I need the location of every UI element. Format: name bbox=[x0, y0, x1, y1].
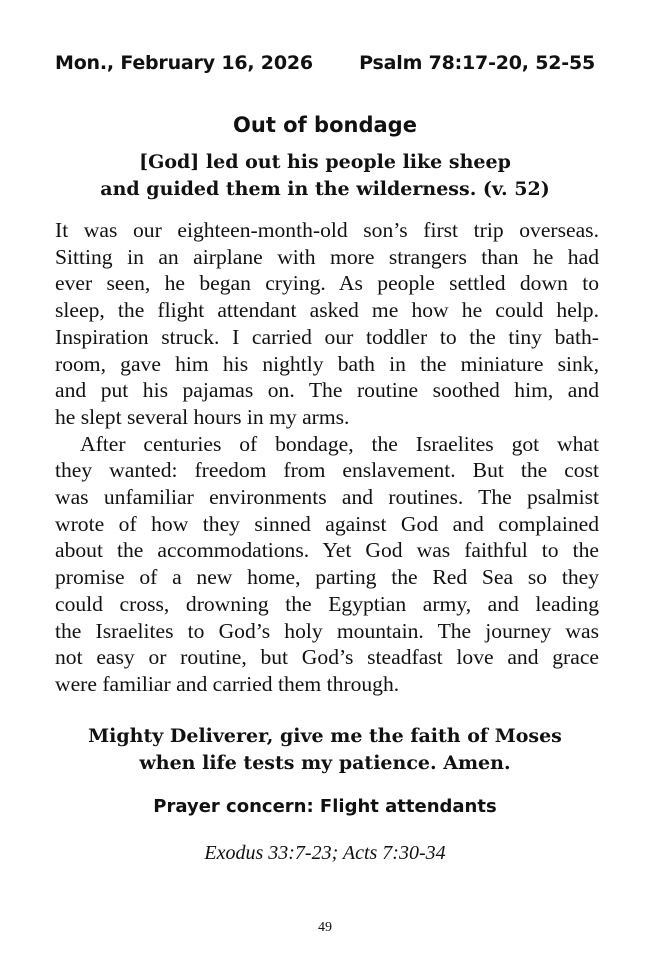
body-line: the Israelites to God’s holy mountain. The journey was bbox=[55, 618, 599, 643]
body-line: After centuries of bondage, the Israelites got what bbox=[80, 431, 599, 456]
body-line: sleep, the flight attendant asked me how he could help. bbox=[55, 298, 599, 323]
body-line: was unfamiliar environments and routines. The psalmist bbox=[55, 485, 599, 510]
prayer-line: when life tests my patience. Amen. bbox=[139, 752, 511, 774]
body-line: were familiar and carried them through. bbox=[55, 671, 400, 696]
prayer-concern: Prayer concern: Flight attendants bbox=[153, 796, 497, 817]
body-line: Inspiration struck. I carried our toddler to the tiny bath- bbox=[55, 324, 599, 349]
body-line: ever seen, he began crying. As people settled down to bbox=[55, 271, 599, 296]
body-line: It was our eighteen-month-old son’s first trip overseas. bbox=[55, 218, 599, 242]
body-line: wrote of how they sinned against God and complained bbox=[55, 511, 599, 536]
header-scripture-reference: Psalm 78:17-20, 52-55 bbox=[359, 52, 595, 74]
key-verse-line: and guided them in the wilderness. (v. 52) bbox=[100, 178, 550, 200]
header-date: Mon., February 16, 2026 bbox=[55, 52, 313, 74]
body-line: room, gave him his nightly bath in the miniature sink, bbox=[55, 351, 599, 376]
key-verse-line: [God] led out his people like sheep bbox=[139, 151, 511, 173]
body-line: he slept several hours in my arms. bbox=[55, 404, 350, 429]
additional-readings: Exodus 33:7-23; Acts 7:30-34 bbox=[204, 842, 446, 864]
body-line: Sitting in an airplane with more strangers than he had bbox=[55, 244, 599, 269]
page-number: 49 bbox=[318, 920, 332, 935]
paragraph-2 bbox=[55, 431, 599, 698]
body-line: about the accommodations. Yet God was faithful to the bbox=[55, 538, 599, 563]
devotional-title: Out of bondage bbox=[233, 113, 417, 137]
body-line: promise of a new home, parting the Red Sea so they bbox=[55, 565, 599, 590]
devotional-body bbox=[55, 217, 599, 698]
paragraph-1 bbox=[55, 217, 599, 431]
body-line: they wanted: freedom from enslavement. But the cost bbox=[55, 458, 599, 483]
prayer-line: Mighty Deliverer, give me the faith of Moses bbox=[88, 725, 562, 747]
body-line: not easy or routine, but God’s steadfast love and grace bbox=[55, 645, 599, 670]
page-header bbox=[55, 52, 595, 74]
closing-prayer bbox=[20, 723, 630, 777]
body-line: could cross, drowning the Egyptian army, and leading bbox=[55, 591, 599, 616]
key-verse bbox=[40, 149, 610, 203]
body-line: and put his pajamas on. The routine soothed him, and bbox=[55, 378, 599, 403]
